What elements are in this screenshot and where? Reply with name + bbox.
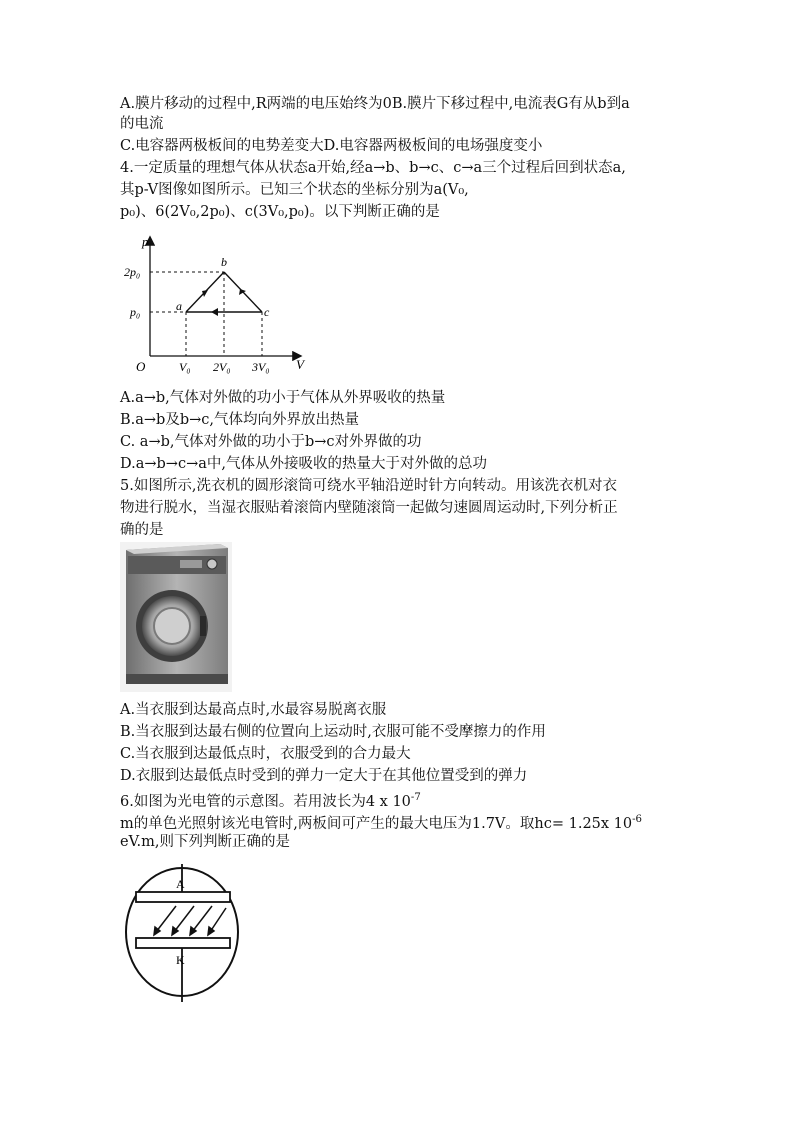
q6-stem-line2-exponent: -6	[632, 814, 643, 825]
p-tick-2p0: 2p₀	[124, 265, 141, 279]
washing-machine-photo	[120, 542, 232, 692]
v-axis-label: V	[296, 357, 304, 372]
phototube-diagram	[118, 856, 248, 1006]
cathode-plate	[136, 938, 230, 948]
pv-graph	[118, 228, 318, 378]
q4-option-d: D.a→b→c→a中,气体从外接吸收的热量大于对外做的总功	[120, 456, 487, 472]
anode-label: A	[176, 877, 185, 891]
q6-stem-line1-exponent: -7	[410, 792, 421, 803]
point-a-label: a	[176, 299, 182, 313]
v-tick-v0: V₀	[179, 360, 191, 374]
q4-stem-line3: p₀)、6(2V₀,2p₀)、c(3V₀,p₀)。以下判断正确的是	[120, 204, 440, 220]
q4-stem-line2: 其p-V图像如图所示。已知三个状态的坐标分别为a(V₀,	[120, 182, 469, 198]
q4-option-c: C. a→b,气体对外做的功小于b→c对外界做的功	[120, 434, 422, 450]
arrow-ca	[211, 308, 218, 316]
q5-option-a: A.当衣服到达最高点时,水最容易脱离衣服	[120, 702, 387, 718]
p-axis-label: p	[142, 234, 149, 249]
q6-stem-line2-text: m的单色光照射该光电管时,两板间可产生的最大电压为1.7V。取hc= 1.25x 10	[120, 815, 633, 832]
q6-stem-line1	[120, 788, 421, 812]
origin-label: O	[136, 359, 146, 374]
q3-option-b-cont: 的电流	[120, 116, 164, 132]
p-tick-p0: p₀	[130, 305, 141, 319]
q6-stem-line2	[120, 810, 642, 834]
q5-stem-line3: 确的是	[120, 522, 164, 538]
v-tick-2v0: 2V₀	[213, 360, 231, 374]
q5-stem-line1: 5.如图所示,洗衣机的圆形滚筒可绕水平轴沿逆时针方向转动。用该洗衣机对衣	[120, 478, 617, 494]
point-c-label: c	[264, 305, 270, 319]
q5-stem-line2: 物进行脱水，当湿衣服贴着滚筒内壁随滚筒一起做匀速圆周运动时,下列分析正	[120, 500, 618, 516]
q3-option-ab: A.膜片移动的过程中,R两端的电压始终为0B.膜片下移过程中,电流表G有从b到a	[120, 96, 630, 112]
cathode-label: K	[176, 953, 185, 967]
anode-plate	[136, 892, 230, 902]
q5-option-d: D.衣服到达最低点时受到的弹力一定大于在其他位置受到的弹力	[120, 768, 528, 784]
q4-option-b: B.a→b及b→c,气体均向外界放出热量	[120, 412, 360, 428]
point-b-label: b	[221, 255, 227, 269]
q4-stem-line1: 4.一定质量的理想气体从状态a开始,经a→b、b→c、c→a三个过程后回到状态a,	[120, 160, 626, 176]
q4-option-a: A.a→b,气体对外做的功小于气体从外界吸收的热量	[120, 390, 446, 406]
q5-option-c: C.当衣服到达最低点时，衣服受到的合力最大	[120, 746, 411, 762]
q6-stem-line1-text: 6.如图为光电管的示意图。若用波长为4 x 10	[120, 793, 411, 810]
v-tick-3v0: 3V₀	[252, 360, 270, 374]
q3-option-cd: C.电容器两极板间的电势差变大D.电容器两极板间的电场强度变小	[120, 138, 543, 154]
arrow-ab	[202, 290, 208, 297]
q5-option-b: B.当衣服到达最右侧的位置向上运动时,衣服可能不受摩擦力的作用	[120, 724, 546, 740]
q6-stem-line3: eV.m,则下列判断正确的是	[120, 834, 290, 850]
